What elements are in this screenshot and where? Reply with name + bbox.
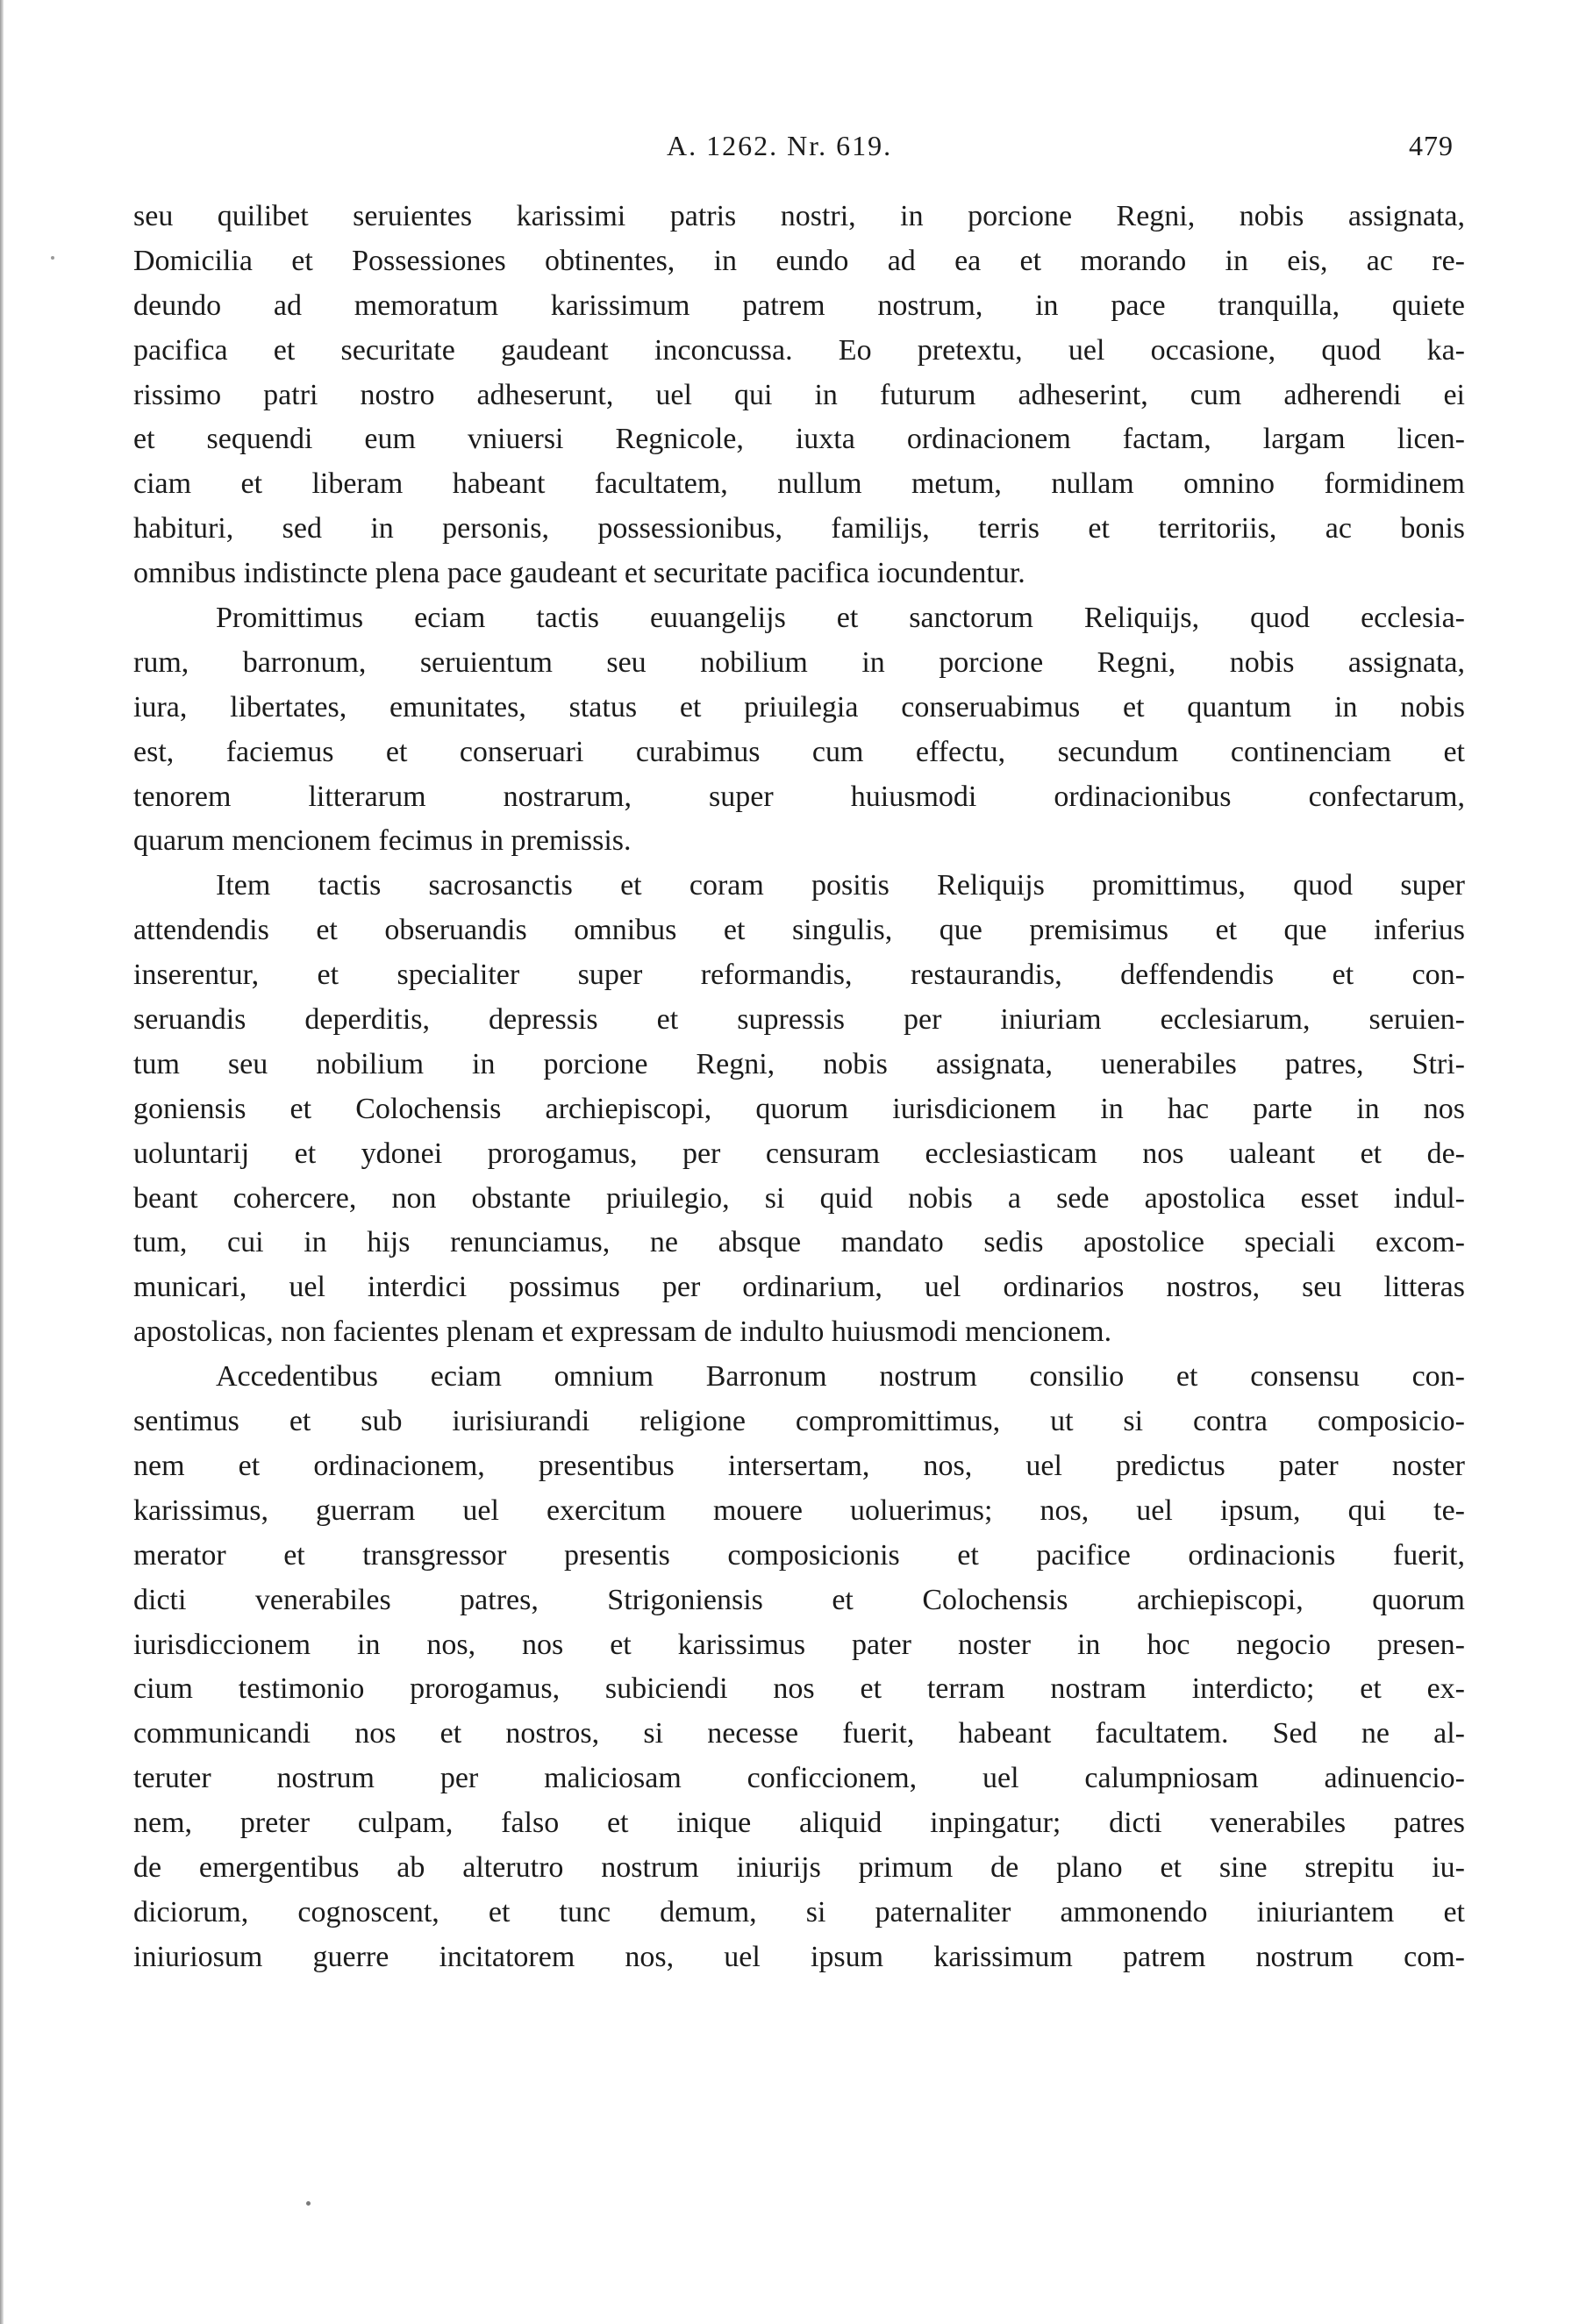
text-line: tenorem litterarum nostrarum, super huiusmodi ordinacionibus confectarum,: [133, 780, 1465, 813]
text-line: inserentur, et specialiter super reformandis, restaurandis, deffendendis et con-: [133, 959, 1465, 992]
text-line: dicti venerabiles patres, Strigoniensis et Colochensis archiepiscopi, quorum: [133, 1583, 1465, 1616]
paragraph: [133, 1355, 1465, 1979]
text-line: Promittimus eciam tactis euuangelijs et sanctorum Reliquijs, quod ecclesia-: [216, 602, 1465, 635]
text-line: iura, libertates, emunitates, status et priuilegia conseruabimus et quantum in nobis: [133, 690, 1465, 724]
text-line: habituri, sed in personis, possessionibus, familijs, terris et territoriis, ac bonis: [133, 512, 1465, 545]
text-line: et sequendi eum vniuersi Regnicole, iuxta ordinacionem factam, largam licen-: [133, 423, 1465, 456]
text-line: pacifica et securitate gaudeant inconcussa. Eo pretextu, uel occasione, quod ka-: [133, 333, 1465, 367]
paragraph: [133, 195, 1465, 596]
text-line: apostolicas, non facientes plenam et expressam de indulto huiusmodi mencionem.: [133, 1315, 1112, 1349]
text-line: omnibus indistincte plena pace gaudeant et securitate pacifica iocundentur.: [133, 557, 1025, 590]
text-line: diciorum, cognoscent, et tunc demum, si paternaliter ammonendo iniuriantem et: [133, 1895, 1465, 1928]
text-line: quarum mencionem fecimus in premissis.: [133, 824, 632, 858]
text-line: seruandis deperditis, depressis et supressis per iniuriam ecclesiarum, seruien-: [133, 1003, 1465, 1037]
text-line: cium testimonio prorogamus, subiciendi nos et terram nostram interdicto; et ex-: [133, 1672, 1465, 1706]
text-line: deundo ad memoratum karissimum patrem nostrum, in pace tranquilla, quiete: [133, 289, 1465, 322]
document-body: [133, 195, 1465, 1980]
text-line: karissimus, guerram uel exercitum mouere uoluerimus; nos, uel ipsum, qui te-: [133, 1493, 1465, 1527]
text-line: seu quilibet seruientes karissimi patris nostri, in porcione Regni, nobis assignata,: [133, 200, 1465, 232]
text-line: communicandi nos et nostros, si necesse fuerit, habeant facultatem. Sed ne al-: [133, 1717, 1465, 1750]
text-line: nem et ordinacionem, presentibus intersertam, nos, uel predictus pater noster: [133, 1449, 1465, 1482]
running-head: A. 1262. Nr. 619.: [667, 130, 893, 161]
paragraph: [133, 596, 1465, 864]
text-line: tum, cui in hijs renunciamus, ne absque mandato sedis apostolice speciali excom-: [133, 1226, 1465, 1259]
text-line: Item tactis sacrosanctis et coram positis Reliquijs promittimus, quod super: [216, 869, 1465, 902]
page-header: [0, 130, 1579, 165]
text-line: ciam et liberam habeant facultatem, nullum metum, nullam omnino formidinem: [133, 467, 1465, 501]
text-line: attendendis et obseruandis omnibus et singulis, que premisimus et que inferius: [133, 914, 1465, 947]
text-line: merator et transgressor presentis composicionis et pacifice ordinacionis fuerit,: [133, 1538, 1465, 1572]
text-line: sentimus et sub iurisiurandi religione compromittimus, ut si contra composicio-: [133, 1405, 1465, 1438]
text-line: rissimo patri nostro adheserunt, uel qui in futurum adheserint, cum adherendi ei: [133, 378, 1465, 411]
text-line: nem, preter culpam, falso et inique aliquid inpingatur; dicti venerabiles patres: [133, 1807, 1465, 1840]
text-line: de emergentibus ab alterutro nostrum iniurijs primum de plano et sine strepitu iu-: [133, 1850, 1465, 1884]
text-line: Accedentibus eciam omnium Barronum nostrum consilio et consensu con-: [216, 1360, 1465, 1394]
scan-speck: [51, 256, 54, 260]
page-number: 479: [1409, 130, 1454, 161]
text-line: iurisdiccionem in nos, nos et karissimus pater noster in hoc negocio presen-: [133, 1628, 1465, 1661]
text-line: tum seu nobilium in porcione Regni, nobis assignata, uenerabiles patres, Stri-: [133, 1047, 1465, 1080]
text-line: iniuriosum guerre incitatorem nos, uel ipsum karissimum patrem nostrum com-: [133, 1940, 1465, 1973]
text-line: teruter nostrum per maliciosam conficcionem, uel calumpniosam adinuencio-: [133, 1762, 1465, 1795]
text-line: goniensis et Colochensis archiepiscopi, quorum iurisdicionem in hac parte in nos: [133, 1092, 1465, 1125]
text-line: beant cohercere, non obstante priuilegio, si quid nobis a sede apostolica esset indul-: [133, 1181, 1465, 1215]
text-line: municari, uel interdici possimus per ordinarium, uel ordinarios nostros, seu litteras: [133, 1271, 1465, 1304]
text-line: est, faciemus et conseruari curabimus cum effectu, secundum continenciam et: [133, 735, 1465, 768]
text-line: uoluntarij et ydonei prorogamus, per censuram ecclesiasticam nos ualeant et de-: [133, 1137, 1465, 1170]
paragraph: [133, 864, 1465, 1355]
scan-speck: [306, 2201, 311, 2206]
text-line: rum, barronum, seruientum seu nobilium in porcione Regni, nobis assignata,: [133, 645, 1465, 679]
scan-edge: [0, 0, 4, 2324]
text-line: Domicilia et Possessiones obtinentes, in eundo ad ea et morando in eis, ac re-: [133, 244, 1465, 277]
